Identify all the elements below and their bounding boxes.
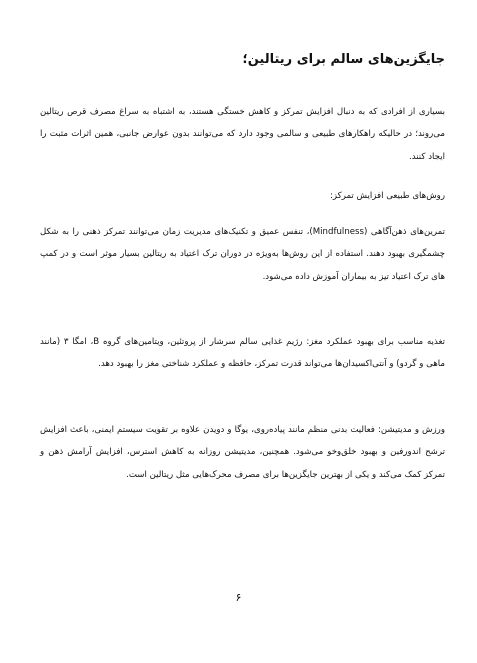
exercise-meditation-paragraph: ورزش و مدیتیشن: فعالیت بدنی منظم مانند پیاده‌روی، یوگا و دویدن علاوه بر تقویت سیستم ایمنی، باعث افزایش ترشح اندورفین و بهبود خلق‌وخو می‌شود. همچنین، مدیتیشن روزانه به کاهش استرس، افزایش آرامش ذهن و تمرکز کمک می‌کند و یکی از بهترین جایگزین‌ها برای مصرف محرک‌هایی مثل ریتالین است.: [40, 424, 445, 480]
mindfulness-paragraph: تمرین‌های ذهن‌آگاهی (Mindfulness)، تنفس عمیق و تکنیک‌های مدیریت زمان می‌توانند تمرکز ذهنی را به شکل چشمگیری بهبود دهند. استفاده از این روش‌ها به‌ویژه در دوران ترک اعتیاد به ریتالین بسیار موثر است و در کمپ های ترک اعتیاد تیز به بیماران آموزش داده می‌شود.: [40, 226, 445, 282]
page-number: ۶: [235, 591, 242, 604]
section-heading: جایگزین‌های سالم برای ریتالین؛: [242, 52, 445, 67]
intro-paragraph: بسیاری از افرادی که به دنبال افزایش تمرکز و کاهش خستگی هستند، به اشتباه به سراغ مصرف قرص ریتالین می‌روند؛ در حالیکه راهکارهای طبیعی و سالمی وجود دارد که می‌توانند بدون عوارض جانبی، همین اثرات مثبت را ایجاد کنند.: [40, 106, 445, 162]
nutrition-paragraph: تغذیه مناسب برای بهبود عملکرد مغز: رژیم غذایی سالم سرشار از پروتئین، ویتامین‌های گروه B، امگا ۳ (مانند ماهی و گردو) و آنتی‌اکسیدان‌ها می‌تواند قدرت تمرکز، حافظه و عملکرد شناختی مغز را بهبود دهد.: [40, 336, 446, 370]
subheading-natural-methods: روش‌های طبیعی افزایش تمرکز:: [329, 190, 445, 201]
